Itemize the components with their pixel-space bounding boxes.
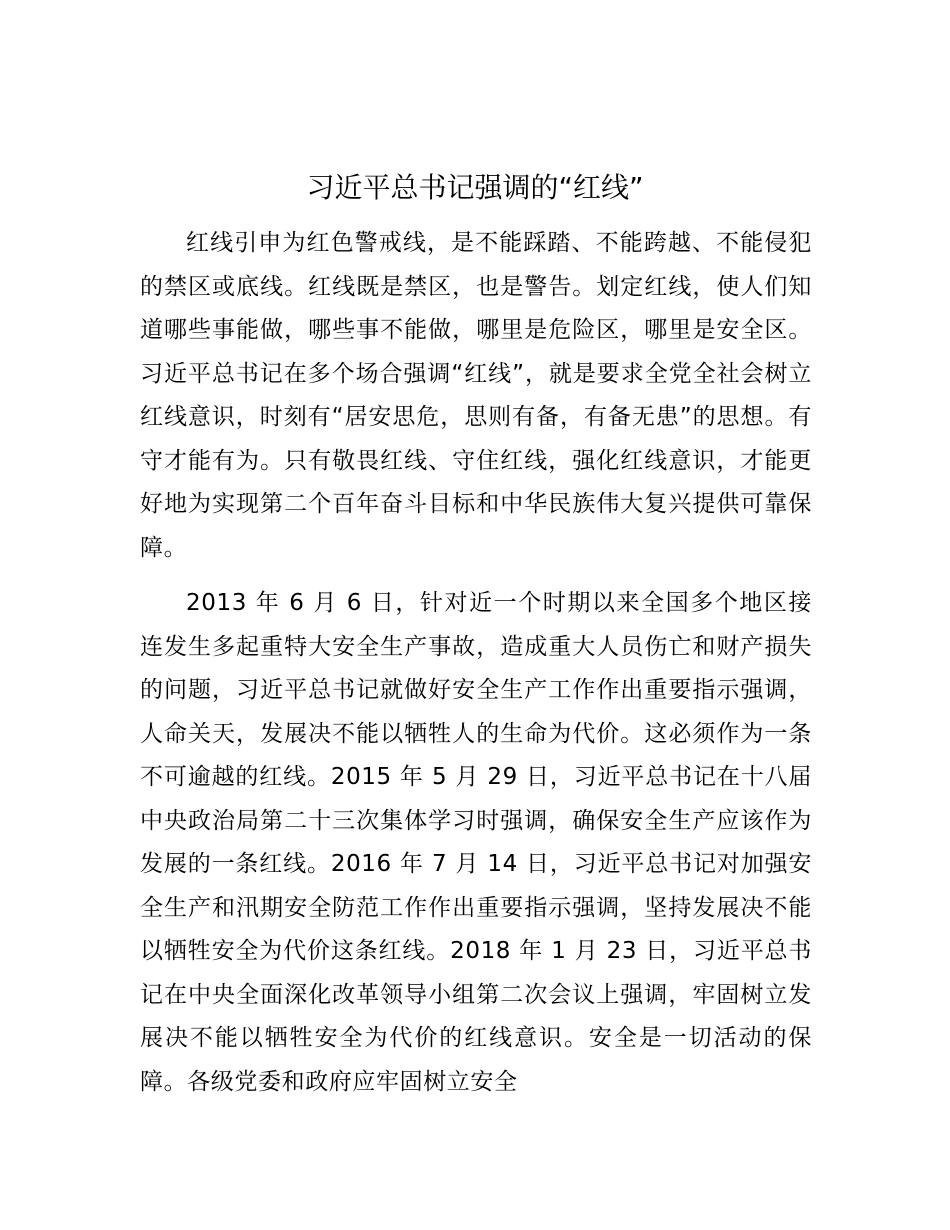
document-title: 习近平总书记强调的“红线”	[306, 171, 644, 204]
paragraph-1: 红线引申为红色警戒线，是不能踩踏、不能跨越、不能侵犯的禁区或底线。红线既是禁区，也是警告。划定红线，使人们知道哪些事能做，哪些事不能做，哪里是危险区，哪里是安全区。习近平总书记在多个场合强调“红线”，就是要求全党全社会树立红线意识，时刻有“居安思危，思则有备，有备无患”的思想。有守才能有为。只有敬畏红线、守住红线，强化红线意识，才能更好地为实现第二个百年奋斗目标和中华民族伟大复兴提供可靠保障。	[140, 230, 812, 561]
document-body	[140, 222, 812, 1104]
paragraph-2: 2013 年 6 月 6 日，针对近一个时期以来全国多个地区接连发生多起重特大安全生产事故，造成重大人员伤亡和财产损失的问题，习近平总书记就做好安全生产工作作出重要指示强调，人命关天，发展决不能以牺牲人的生命为代价。这必须作为一条不可逾越的红线。2015 年 5 月 29 日，习近平总书记在十八届中央政治局第二十三次集体学习时强调，确保安全生产应该作为发展的一条红线。2016 年 7 月 14 日，习近平总书记对加强安全生产和汛期安全防范工作作出重要指示强调，坚持发展决不能以牺牲安全为代价这条红线。2018 年 1 月 23 日，习近平总书记在中央全面深化改革领导小组第二次会议上强调，牢固树立发展决不能以牺牲安全为代价的红线意识。安全是一切活动的保障。各级党委和政府应牢固树立安全	[140, 590, 812, 1095]
